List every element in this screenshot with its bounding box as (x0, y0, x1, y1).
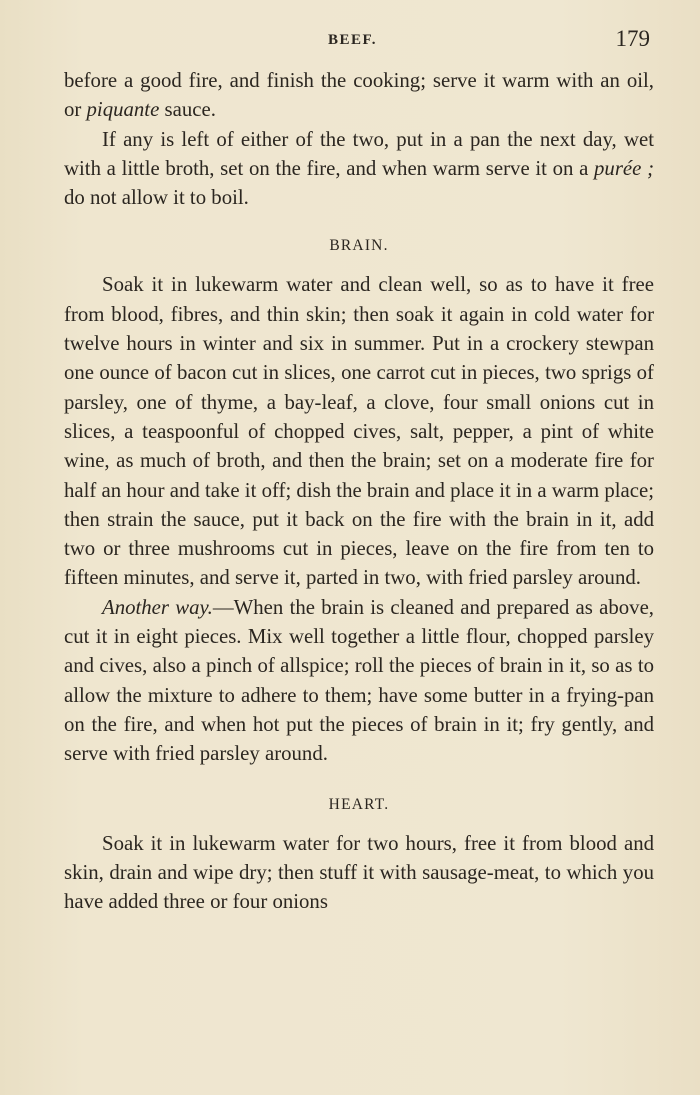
running-head (0, 26, 700, 58)
section-heading-heart: HEART. (328, 795, 390, 813)
heart-paragraph: Soak it in lukewarm water for two hours, free it from blood and skin, drain and wipe dry; then stuff it with sausage-meat, to which you have added three or four onions (64, 831, 654, 914)
page-body (64, 66, 654, 916)
continuation-paragraph (64, 66, 654, 125)
continuation-text-b: sauce. (159, 98, 216, 122)
leftover-text-b: do not allow it to boil. (64, 186, 249, 210)
leftover-paragraph (64, 125, 654, 213)
continuation-text-a: before a good fire, and finish the cooking; serve it warm with an oil, or (64, 69, 654, 122)
running-head-title: BEEF. (328, 32, 378, 48)
leftover-italic-puree: purée ; (594, 156, 654, 180)
brain-another-way-paragraph (64, 593, 654, 769)
another-way-text: —When the brain is cleaned and prepared as above, cut it in eight pieces. Mix well together a little flour, chopped parsley and cives, also a pinch of allspice; roll the pieces of brain in it, so as to allow the mixture to adhere to them; have some butter in a frying-pan on the fire, and when hot put the pieces of brain in it; fry gently, and serve with fried parsley around. (64, 595, 654, 766)
brain-paragraph: Soak it in lukewarm water and clean well, so as to have it free from blood, fibres, and thin skin; then soak it again in cold water for twelve hours in winter and six in summer. Put in a crockery stewpan one ounce of bacon cut in slices, one carrot cut in pieces, two sprigs of parsley, one of thyme, a bay-leaf, a clove, four small onions cut in slices, a teaspoonful of chopped cives, salt, pepper, a pint of white wine, as much of broth, and then the brain; set on a moderate fire for half an hour and take it off; dish the brain and place it in a warm place; then strain the sauce, put it back on the fire with the brain in it, add two or three mushrooms cut in pieces, leave on the fire from ten to fifteen minutes, and serve it, parted in two, with fried parsley around. (64, 273, 654, 590)
continuation-italic-piquante: piquante (86, 98, 160, 122)
another-way-label: Another way. (102, 595, 213, 619)
page-number: 179 (615, 26, 650, 51)
section-heading-brain: BRAIN. (329, 237, 389, 255)
leftover-text-a: If any is left of either of the two, put in a pan the next day, wet with a little broth, set on the fire, and when warm serve it on a (64, 127, 654, 180)
